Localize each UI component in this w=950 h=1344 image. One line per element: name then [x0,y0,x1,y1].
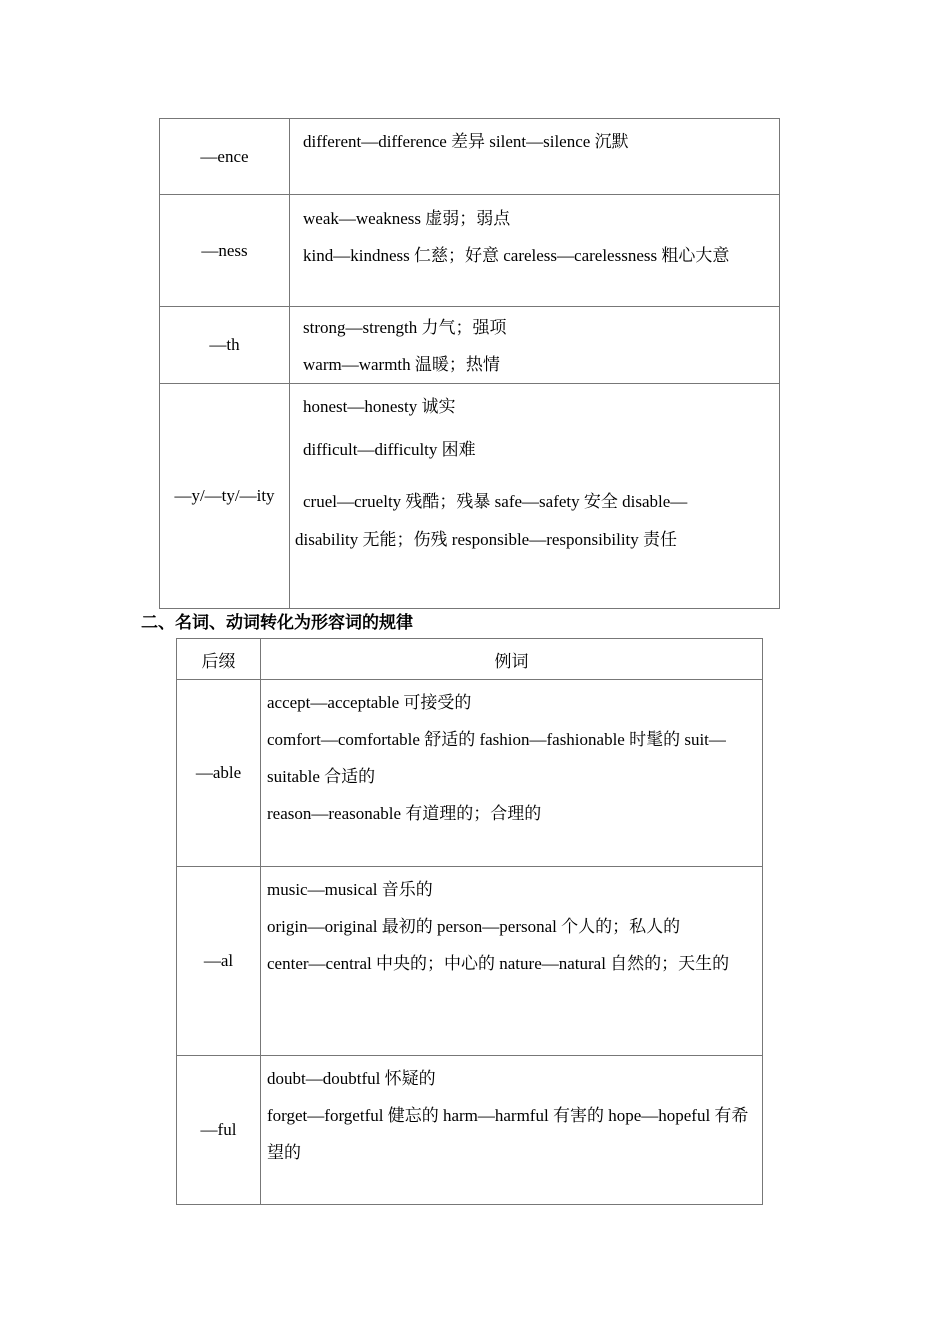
examples-cell [261,680,763,867]
example-line: difficult—difficulty 困难 [303,440,476,459]
example-line: different—difference 差异 silent—silence 沉默 [303,132,629,151]
suffix-cell: —al [177,867,261,1056]
table-row [177,1056,763,1205]
header-suffix: 后缀 [177,639,261,680]
examples-cell [290,195,780,307]
table-row [160,119,780,195]
section-heading: 二、名词、动词转化为形容词的规律 [141,613,413,633]
suffix-cell: —able [177,680,261,867]
table-row [160,307,780,384]
example-line: weak—weakness 虚弱；弱点 [303,209,511,228]
table-row [177,680,763,867]
example-line: doubt—doubtful 怀疑的 [267,1069,436,1088]
examples-cell [290,307,780,384]
suffix-cell: —y/—ty/—ity [160,384,290,609]
example-line: accept—acceptable 可接受的 [267,693,472,712]
suffix-cell: —ness [160,195,290,307]
example-line: honest—honesty 诚实 [303,397,456,416]
example-line: warm—warmth 温暖；热情 [303,355,500,374]
table-row [160,384,780,609]
table-header-row [177,639,763,680]
example-line: kind—kindness 仁慈；好意 careless—carelessness 粗心大意 [303,246,730,265]
example-line: disability 无能；伤残 responsible—responsibility 责任 [295,530,678,549]
example-line: cruel—cruelty 残酷；残暴 safe—safety 安全 disable— [303,492,688,511]
example-line: reason—reasonable 有道理的；合理的 [267,804,542,823]
example-line: strong—strength 力气；强项 [303,318,507,337]
example-line: origin—original 最初的 person—personal 个人的；私人的 [267,917,681,936]
table-row [160,195,780,307]
header-examples: 例词 [261,639,763,680]
adjective-suffix-table [176,638,763,1205]
table-row [177,867,763,1056]
example-line: forget—forgetful 健忘的 harm—harmful 有害的 hope—hopeful 有希望的 [267,1106,749,1162]
example-line: center—central 中央的；中心的 nature—natural 自然的；天生的 [267,954,730,973]
suffix-cell: —ful [177,1056,261,1205]
example-line: music—musical 音乐的 [267,880,433,899]
suffix-cell: —th [160,307,290,384]
examples-cell [261,1056,763,1205]
examples-cell [261,867,763,1056]
example-line: comfort—comfortable 舒适的 fashion—fashionable 时髦的 suit—suitable 合适的 [267,730,726,786]
examples-cell [290,384,780,609]
suffix-cell: —ence [160,119,290,195]
examples-cell [290,119,780,195]
noun-suffix-table [159,118,780,609]
